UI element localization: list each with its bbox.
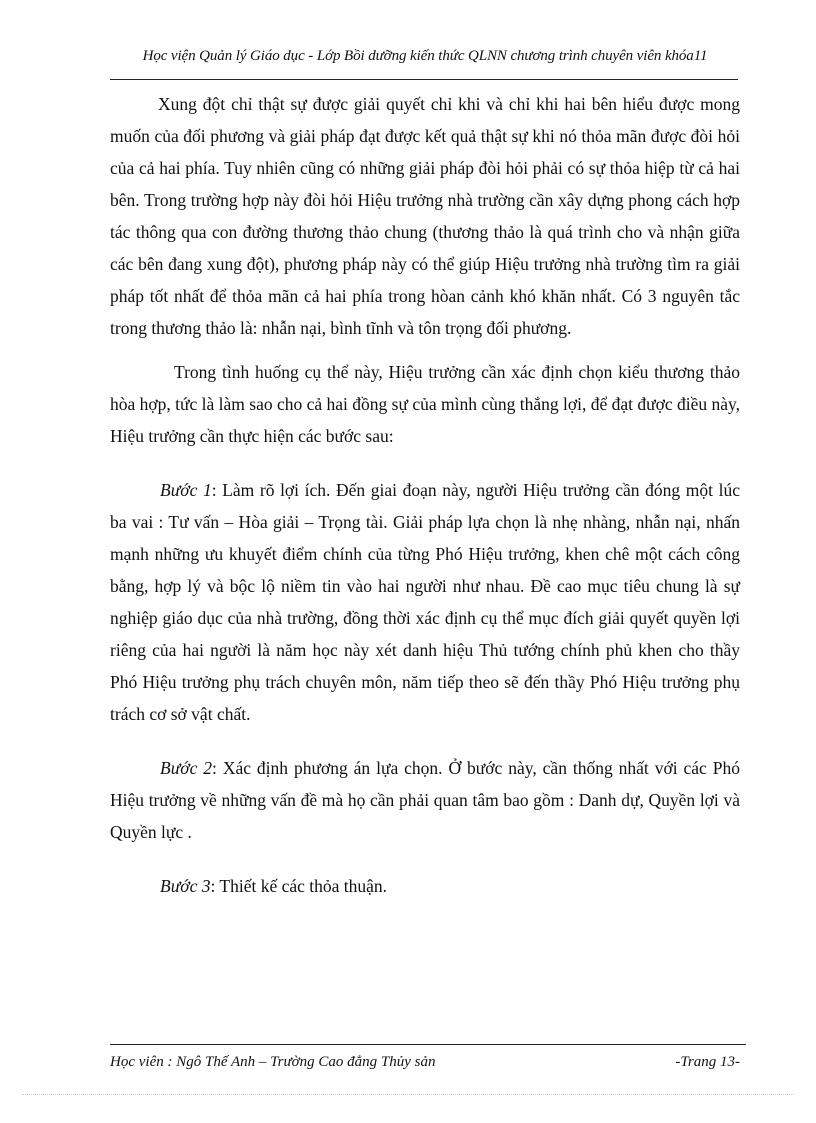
step-1-text: : Làm rõ lợi ích. Đến giai đoạn này, người Hiệu trưởng cần đóng một lúc ba vai : Tư vấn – Hòa giải – Trọng tài. Giải pháp lựa chọn là nhẹ nhàng, nhẫn nại, nhấn mạnh những ưu khuyết điểm chính của từng Phó Hiệu trưởng, khen chê một cách công bằng, hợp lý và bộc lộ niềm tin vào hai người như nhau. Đề cao mục tiêu chung là sự nghiệp giáo dục của nhà trường, đồng thời xác định cụ thể mục đích giải quyết quyền lợi riêng của hai người là năm học này xét danh hiệu Thủ tướng chính phủ khen cho thầy Phó Hiệu trưởng phụ trách chuyên môn, năm tiếp theo sẽ đến thầy Phó Hiệu trưởng phụ trách cơ sở vật chất. [110,480,740,724]
paragraph-step-2 [110,752,740,848]
step-2-text: : Xác định phương án lựa chọn. Ở bước này, cần thống nhất với các Phó Hiệu trưởng về những vấn đề mà họ cần phải quan tâm bao gồm : Danh dự, Quyền lợi và Quyền lực . [110,758,740,842]
page-header: Học viện Quản lý Giáo dục - Lớp Bồi dưỡng kiến thức QLNN chương trình chuyên viên khóa11 [142,48,708,64]
page-number: -Trang 13- [675,1054,740,1070]
step-3-text: : Thiết kế các thỏa thuận. [210,876,388,896]
footer-author: Học viên : Ngô Thế Anh – Trường Cao đẳng Thủy sản [110,1054,436,1070]
paragraph-conflict-resolution: Xung đột chỉ thật sự được giải quyết chỉ khi và chỉ khi hai bên hiểu được mong muốn của đối phương và giải pháp đạt được kết quả thật sự khi nó thỏa mãn được đòi hỏi của cả hai phía. Tuy nhiên cũng có những giải pháp đòi hỏi phải có sự thỏa hiệp từ cả hai bên. Trong trường hợp này đòi hỏi Hiệu trưởng nhà trường cần xây dựng phong cách hợp tác thông qua con đường thương thảo chung (thương thảo là quá trình cho và nhận giữa các bên đang xung đột), phương pháp này có thể giúp Hiệu trưởng nhà trường tìm ra giải pháp tốt nhất để thỏa mãn cả hai phía trong hòan cảnh khó khăn nhất. Có 3 nguyên tắc trong thương thảo là: nhẫn nại, bình tĩnh và tôn trọng đối phương. [110,94,740,338]
page-edge-divider [22,1094,794,1095]
footer-divider [110,1044,746,1045]
step-1-label: Bước 1 [160,480,212,500]
page-body [110,88,740,902]
page-footer [110,1054,740,1071]
paragraph-step-1 [110,474,740,730]
step-3-label: Bước 3 [160,876,211,896]
step-2-label: Bước 2 [160,758,213,778]
paragraph-step-3 [110,870,740,902]
header-divider [110,79,738,80]
paragraph-situation: Trong tình huống cụ thể này, Hiệu trưởng cần xác định chọn kiểu thương thảo hòa hợp, tức là làm sao cho cả hai đồng sự của mình cùng thắng lợi, để đạt được điều này, Hiệu trưởng cần thực hiện các bước sau: [110,362,740,446]
